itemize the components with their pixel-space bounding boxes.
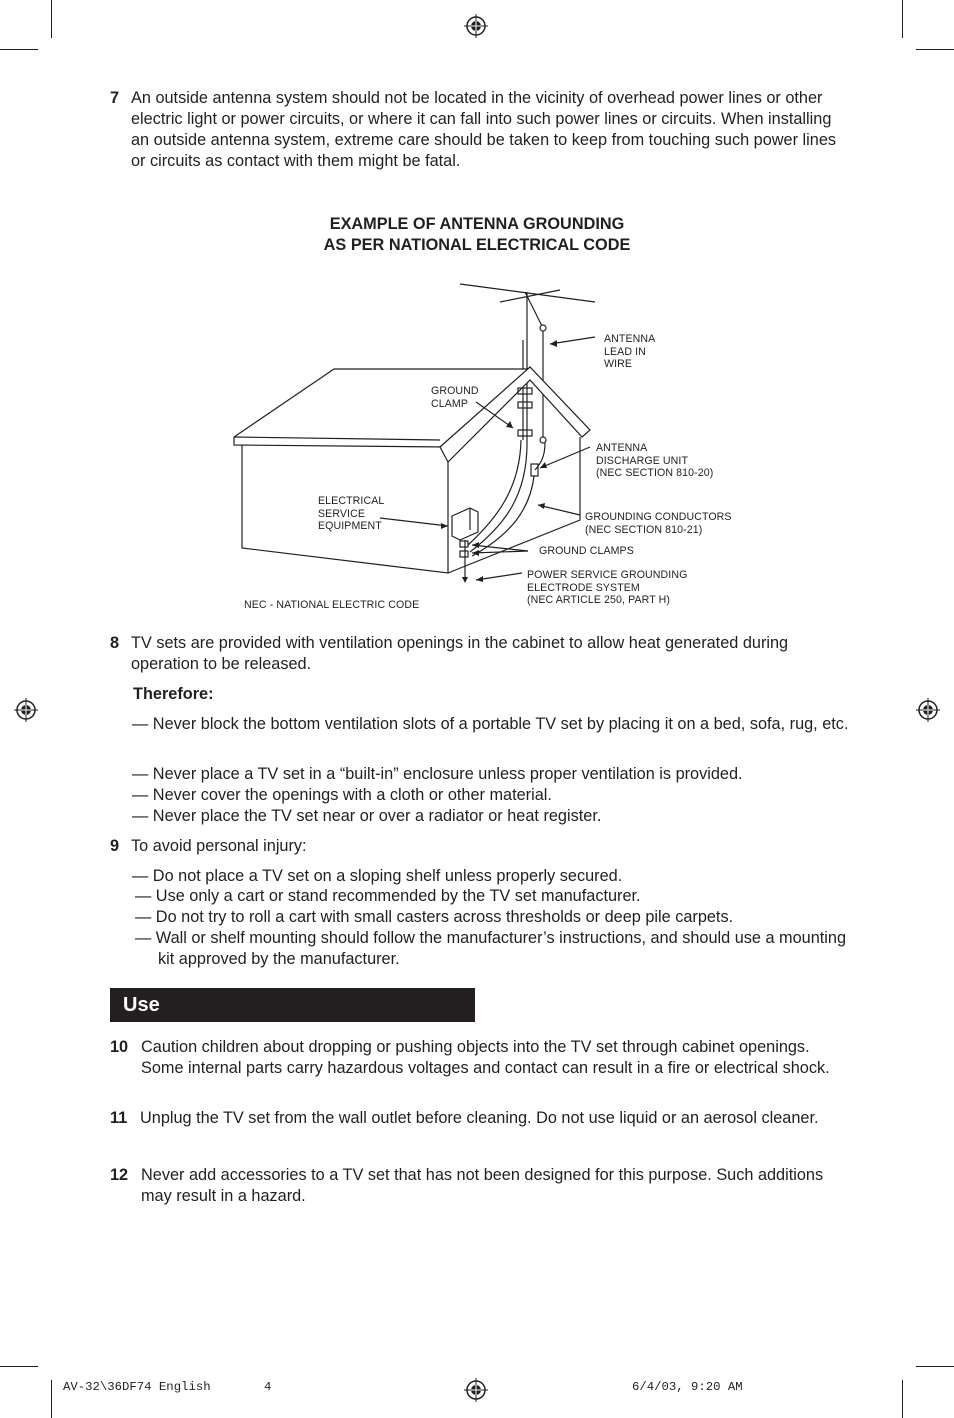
item-number: 10 — [110, 1038, 129, 1056]
list-item: — Wall or shelf mounting should follow the manufacturer’s instructions, and should use a mounting kit approved by the manufacturer. — [135, 929, 847, 968]
footer-datetime: 6/4/03, 9:20 AM — [632, 1380, 743, 1394]
crop-mark — [51, 0, 52, 38]
label-antenna-discharge-unit: ANTENNA DISCHARGE UNIT (NEC SECTION 810-20) — [596, 442, 714, 479]
registration-mark-icon — [916, 698, 940, 722]
diagram-title-line2: AS PER NATIONAL ELECTRICAL CODE — [323, 236, 631, 254]
label-antenna-lead-in-wire: ANTENNA LEAD IN WIRE — [604, 333, 656, 370]
list-item: — Do not try to roll a cart with small casters across thresholds or deep pile carpets. — [135, 908, 734, 926]
list-item: — Do not place a TV set on a sloping shelf unless properly secured. — [132, 867, 623, 885]
list-item: — Never cover the openings with a cloth or other material. — [132, 786, 552, 804]
crop-mark — [916, 49, 954, 50]
item-number: 9 — [110, 837, 120, 855]
registration-mark-icon — [14, 698, 38, 722]
registration-mark-icon — [464, 14, 488, 38]
crop-mark — [902, 0, 903, 38]
section-title: Use — [123, 994, 160, 1016]
crop-mark — [916, 1366, 954, 1367]
item-text: An outside antenna system should not be located in the vicinity of overhead power lines or other electric light or power circuits, or where it can fall into such power lines or circuits. When installing an outside antenna system, extreme care should be taken to keep from touching such power lines or circuits as contact with them might be fatal. — [131, 89, 837, 170]
footer-filename: AV-32\36DF74 English — [63, 1380, 211, 1394]
label-power-service-grounding: POWER SERVICE GROUNDING ELECTRODE SYSTEM (NEC ARTICLE 250, PART H) — [527, 569, 688, 606]
label-electrical-service-equipment: ELECTRICAL SERVICE EQUIPMENT — [318, 495, 385, 532]
section-header-use — [110, 988, 475, 1022]
label-ground-clamp: GROUND CLAMP — [431, 385, 479, 410]
item-number: 8 — [110, 634, 120, 652]
footer-page-number: 4 — [264, 1380, 272, 1394]
item-text: Caution children about dropping or pushing objects into the TV set through cabinet openings. Some internal parts carry hazardous voltages and contact can result in a fire or electrical shock. — [141, 1038, 830, 1077]
antenna-grounding-diagram — [220, 270, 740, 600]
crop-mark — [51, 1380, 52, 1418]
item-number: 12 — [110, 1166, 129, 1184]
item-text: TV sets are provided with ventilation openings in the cabinet to allow heat generated during operation to be released. — [131, 634, 789, 673]
item-number: 11 — [110, 1109, 128, 1127]
safety-item-8 — [110, 633, 840, 675]
crop-mark — [0, 49, 38, 50]
item-number: 7 — [110, 89, 120, 107]
list-item: — Use only a cart or stand recommended by the TV set manufacturer. — [135, 887, 641, 905]
label-nec-note: NEC - NATIONAL ELECTRIC CODE — [244, 599, 420, 611]
list-item: — Never place a TV set in a “built-in” enclosure unless proper ventilation is provided. — [132, 765, 743, 783]
safety-item-9 — [110, 836, 840, 857]
item-text: To avoid personal injury: — [131, 837, 307, 855]
safety-item-7 — [110, 88, 840, 172]
list-item: — Never place the TV set near or over a radiator or heat register. — [132, 807, 602, 825]
crop-mark — [902, 1380, 903, 1418]
safety-item-11 — [110, 1108, 840, 1129]
item-text: Never add accessories to a TV set that has not been designed for this purpose. Such additions may result in a hazard. — [141, 1166, 824, 1205]
diagram-title-line1: EXAMPLE OF ANTENNA GROUNDING — [329, 215, 625, 233]
crop-mark — [0, 1366, 38, 1367]
safety-item-10 — [110, 1037, 840, 1079]
label-grounding-conductors: GROUNDING CONDUCTORS (NEC SECTION 810-21) — [585, 511, 732, 536]
label-ground-clamps: GROUND CLAMPS — [539, 545, 634, 557]
therefore-heading: Therefore: — [133, 685, 214, 703]
registration-mark-icon — [464, 1378, 488, 1402]
safety-item-12 — [110, 1165, 840, 1207]
item-text: Unplug the TV set from the wall outlet before cleaning. Do not use liquid or an aerosol cleaner. — [140, 1109, 819, 1127]
list-item: — Never block the bottom ventilation slots of a portable TV set by placing it on a bed, sofa, rug, etc. — [132, 715, 849, 733]
